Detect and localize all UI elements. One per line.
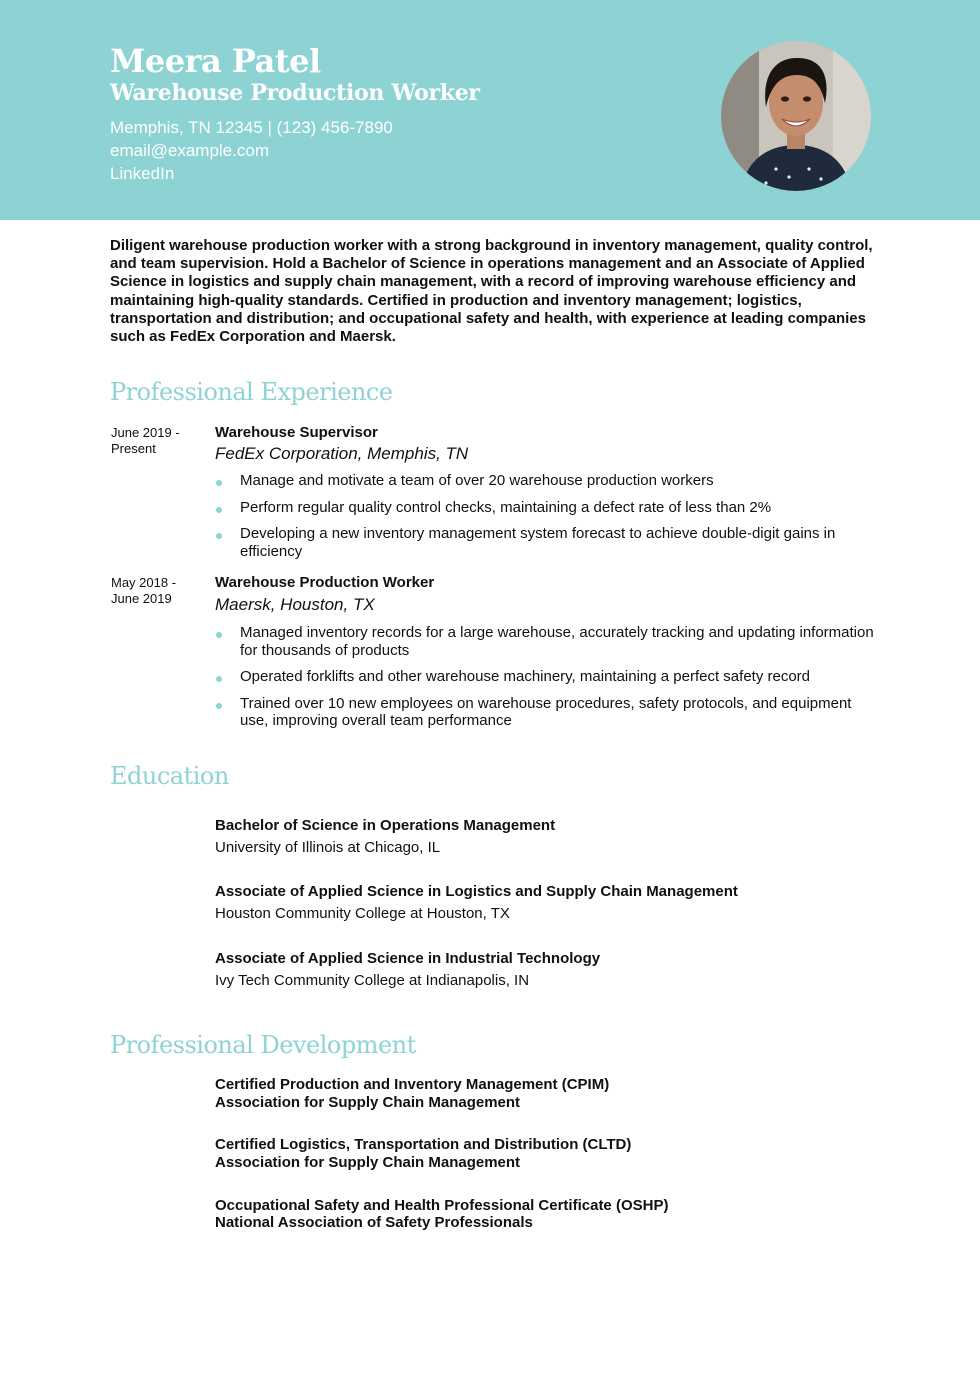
header-banner	[0, 0, 980, 220]
job-company: Maersk, Houston, TX	[215, 595, 375, 614]
profile-photo	[721, 41, 871, 191]
certification-name: Occupational Safety and Health Professional Certificate (OSHP)	[215, 1197, 669, 1214]
education-degree: Bachelor of Science in Operations Management	[215, 817, 556, 834]
bullet-dot-icon	[216, 632, 222, 638]
professional-summary: Diligent warehouse production worker with a strong background in inventory management, quality control, and team supervision. Hold a Bachelor of Science in operations management and an Associate of Applied Science in logistics and supply chain management, with a record of improving warehouse efficiency and maintaining high-quality standards. Certified in production and inventory management; logistics, transportation and distribution; and occupational safety and health, with experience at leading companies such as FedEx Corporation and Maersk.	[110, 237, 873, 346]
address-phone: Memphis, TN 12345 | (123) 456-7890	[110, 118, 393, 137]
job-date-start: June 2019 -	[111, 425, 180, 440]
bullet-dot-icon	[216, 507, 222, 513]
certification-issuer: Association for Supply Chain Management	[215, 1094, 521, 1111]
job-title: Warehouse Supervisor	[215, 424, 378, 441]
certification-name: Certified Production and Inventory Management (CPIM)	[215, 1076, 610, 1093]
job-bullet: Operated forklifts and other warehouse machinery, maintaining a perfect safety record	[215, 668, 875, 686]
job-bullet: Trained over 10 new employees on warehouse procedures, safety protocols, and equipment use, improving overall team performance	[215, 695, 875, 730]
bullet-dot-icon	[216, 676, 222, 682]
experience-heading: Professional Experience	[110, 378, 393, 406]
bullet-dot-icon	[216, 533, 222, 539]
development-heading: Professional Development	[110, 1031, 416, 1059]
job-date-start: May 2018 -	[111, 575, 177, 590]
job-bullet-list	[215, 624, 875, 739]
profile-photo-illustration	[721, 41, 871, 191]
job-company: FedEx Corporation, Memphis, TN	[215, 444, 469, 463]
education-school: Houston Community College at Houston, TX	[215, 905, 510, 922]
job-title-heading: Warehouse Production Worker	[110, 80, 480, 106]
linkedin-link[interactable]: LinkedIn	[110, 164, 175, 183]
job-bullet: Developing a new inventory management system forecast to achieve double-digit gains in efficiency	[215, 525, 875, 560]
job-date-end: Present	[111, 441, 156, 456]
certification-name: Certified Logistics, Transportation and Distribution (CLTD)	[215, 1136, 632, 1153]
education-school: Ivy Tech Community College at Indianapolis, IN	[215, 972, 530, 989]
certification-issuer: National Association of Safety Professionals	[215, 1214, 533, 1231]
job-bullet: Managed inventory records for a large warehouse, accurately tracking and updating information for thousands of products	[215, 624, 875, 659]
job-bullet: Manage and motivate a team of over 20 warehouse production workers	[215, 472, 875, 490]
job-dates	[111, 575, 201, 607]
job-bullet: Perform regular quality control checks, maintaining a defect rate of less than 2%	[215, 499, 875, 517]
education-heading: Education	[110, 762, 229, 790]
bullet-dot-icon	[216, 703, 222, 709]
email-link[interactable]: email@example.com	[110, 141, 269, 160]
job-title: Warehouse Production Worker	[215, 574, 435, 591]
certification-issuer: Association for Supply Chain Management	[215, 1154, 521, 1171]
education-school: University of Illinois at Chicago, IL	[215, 839, 441, 856]
education-degree: Associate of Applied Science in Industrial Technology	[215, 950, 601, 967]
bullet-dot-icon	[216, 480, 222, 486]
job-date-end: June 2019	[111, 591, 172, 606]
job-dates	[111, 425, 201, 457]
job-bullet-list	[215, 472, 875, 569]
candidate-name: Meera Patel	[110, 42, 321, 80]
education-degree: Associate of Applied Science in Logistics and Supply Chain Management	[215, 883, 738, 900]
